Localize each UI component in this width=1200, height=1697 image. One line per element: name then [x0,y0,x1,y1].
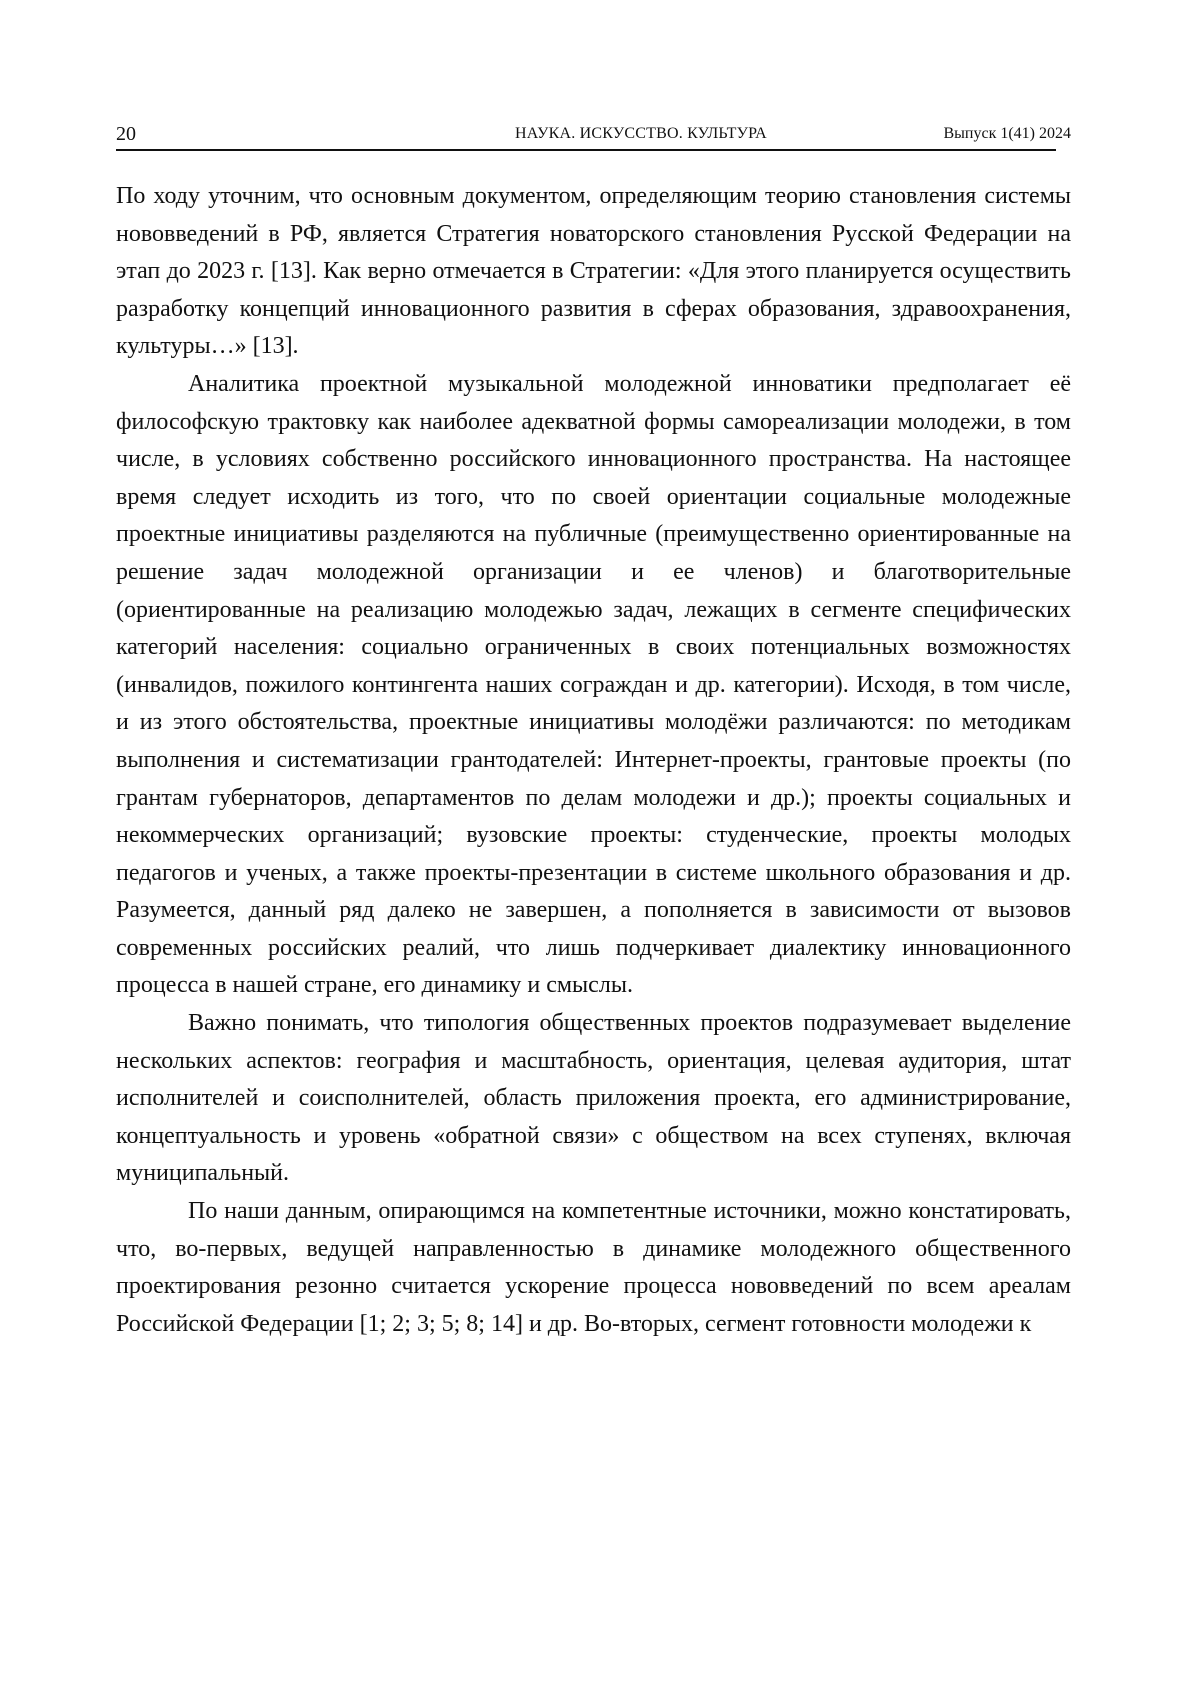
running-header [116,118,1071,158]
paragraph-1: По ходу уточним, что основным документом, определяющим теорию становления системы нововведений в РФ, является Стратегия новаторского становления Русской Федерации на этап до 2023 г. [13]. Как верно отмечается в Стратегии: «Для этого планируется осуществить разработку концепций инновационного развития в сферах образования, здравоохранения, культуры…» [13]. [116,178,1071,366]
issue-info: Выпуск 1(41) 2024 [943,124,1071,144]
document-page [0,0,1200,1697]
paragraph-3: Важно понимать, что типология общественных проектов подразумевает выделение нескольких аспектов: география и масштабность, ориентация, целевая аудитория, штат исполнителей и соисполнителей, область приложения проекта, его администрирование, концептуальность и уровень «обратной связи» с обществом на всех ступенях, включая муниципальный. [116,1005,1071,1193]
paragraph-4: По наши данным, опирающимся на компетентные источники, можно констатировать, что, во-первых, ведущей направленностью в динамике молодежного общественного проектирования резонно считается ускорение процесса нововведений по всем ареалам Российской Федерации [1; 2; 3; 5; 8; 14] и др. Во-вторых, сегмент готовности молодежи к [116,1193,1071,1343]
article-body [116,178,1071,1343]
journal-title: НАУКА. ИСКУССТВО. КУЛЬТУРА [515,124,767,144]
page-number: 20 [116,122,136,146]
paragraph-2: Аналитика проектной музыкальной молодежной инноватики предполагает её философскую трактовку как наиболее адекватной формы самореализации молодежи, в том числе, в условиях собственно российского инновационного пространства. На настоящее время следует исходить из того, что по своей ориентации социальные молодежные проектные инициативы разделяются на публичные (преимущественно ориентированные на решение задач молодежной организации и ее членов) и благотворительные (ориентированные на реализацию молодежью задач, лежащих в сегменте специфических категорий населения: социально ограниченных в своих потенциальных возможностях (инвалидов, пожилого контингента наших сограждан и др. категории). Исходя, в том числе, и из этого обстоятельства, проектные инициативы молодёжи различаются: по методикам выполнения и систематизации грантодателей: Интернет-проекты, грантовые проекты (по грантам губернаторов, департаментов по делам молодежи и др.); проекты социальных и некоммерческих организаций; вузовские проекты: студенческие, проекты молодых педагогов и ученых, а также проекты-презентации в системе школьного образования и др. Разумеется, данный ряд далеко не завершен, а пополняется в зависимости от вызовов современных российских реалий, что лишь подчеркивает диалектику инновационного процесса в нашей стране, его динамику и смыслы. [116,366,1071,1005]
header-rule [116,149,1056,151]
